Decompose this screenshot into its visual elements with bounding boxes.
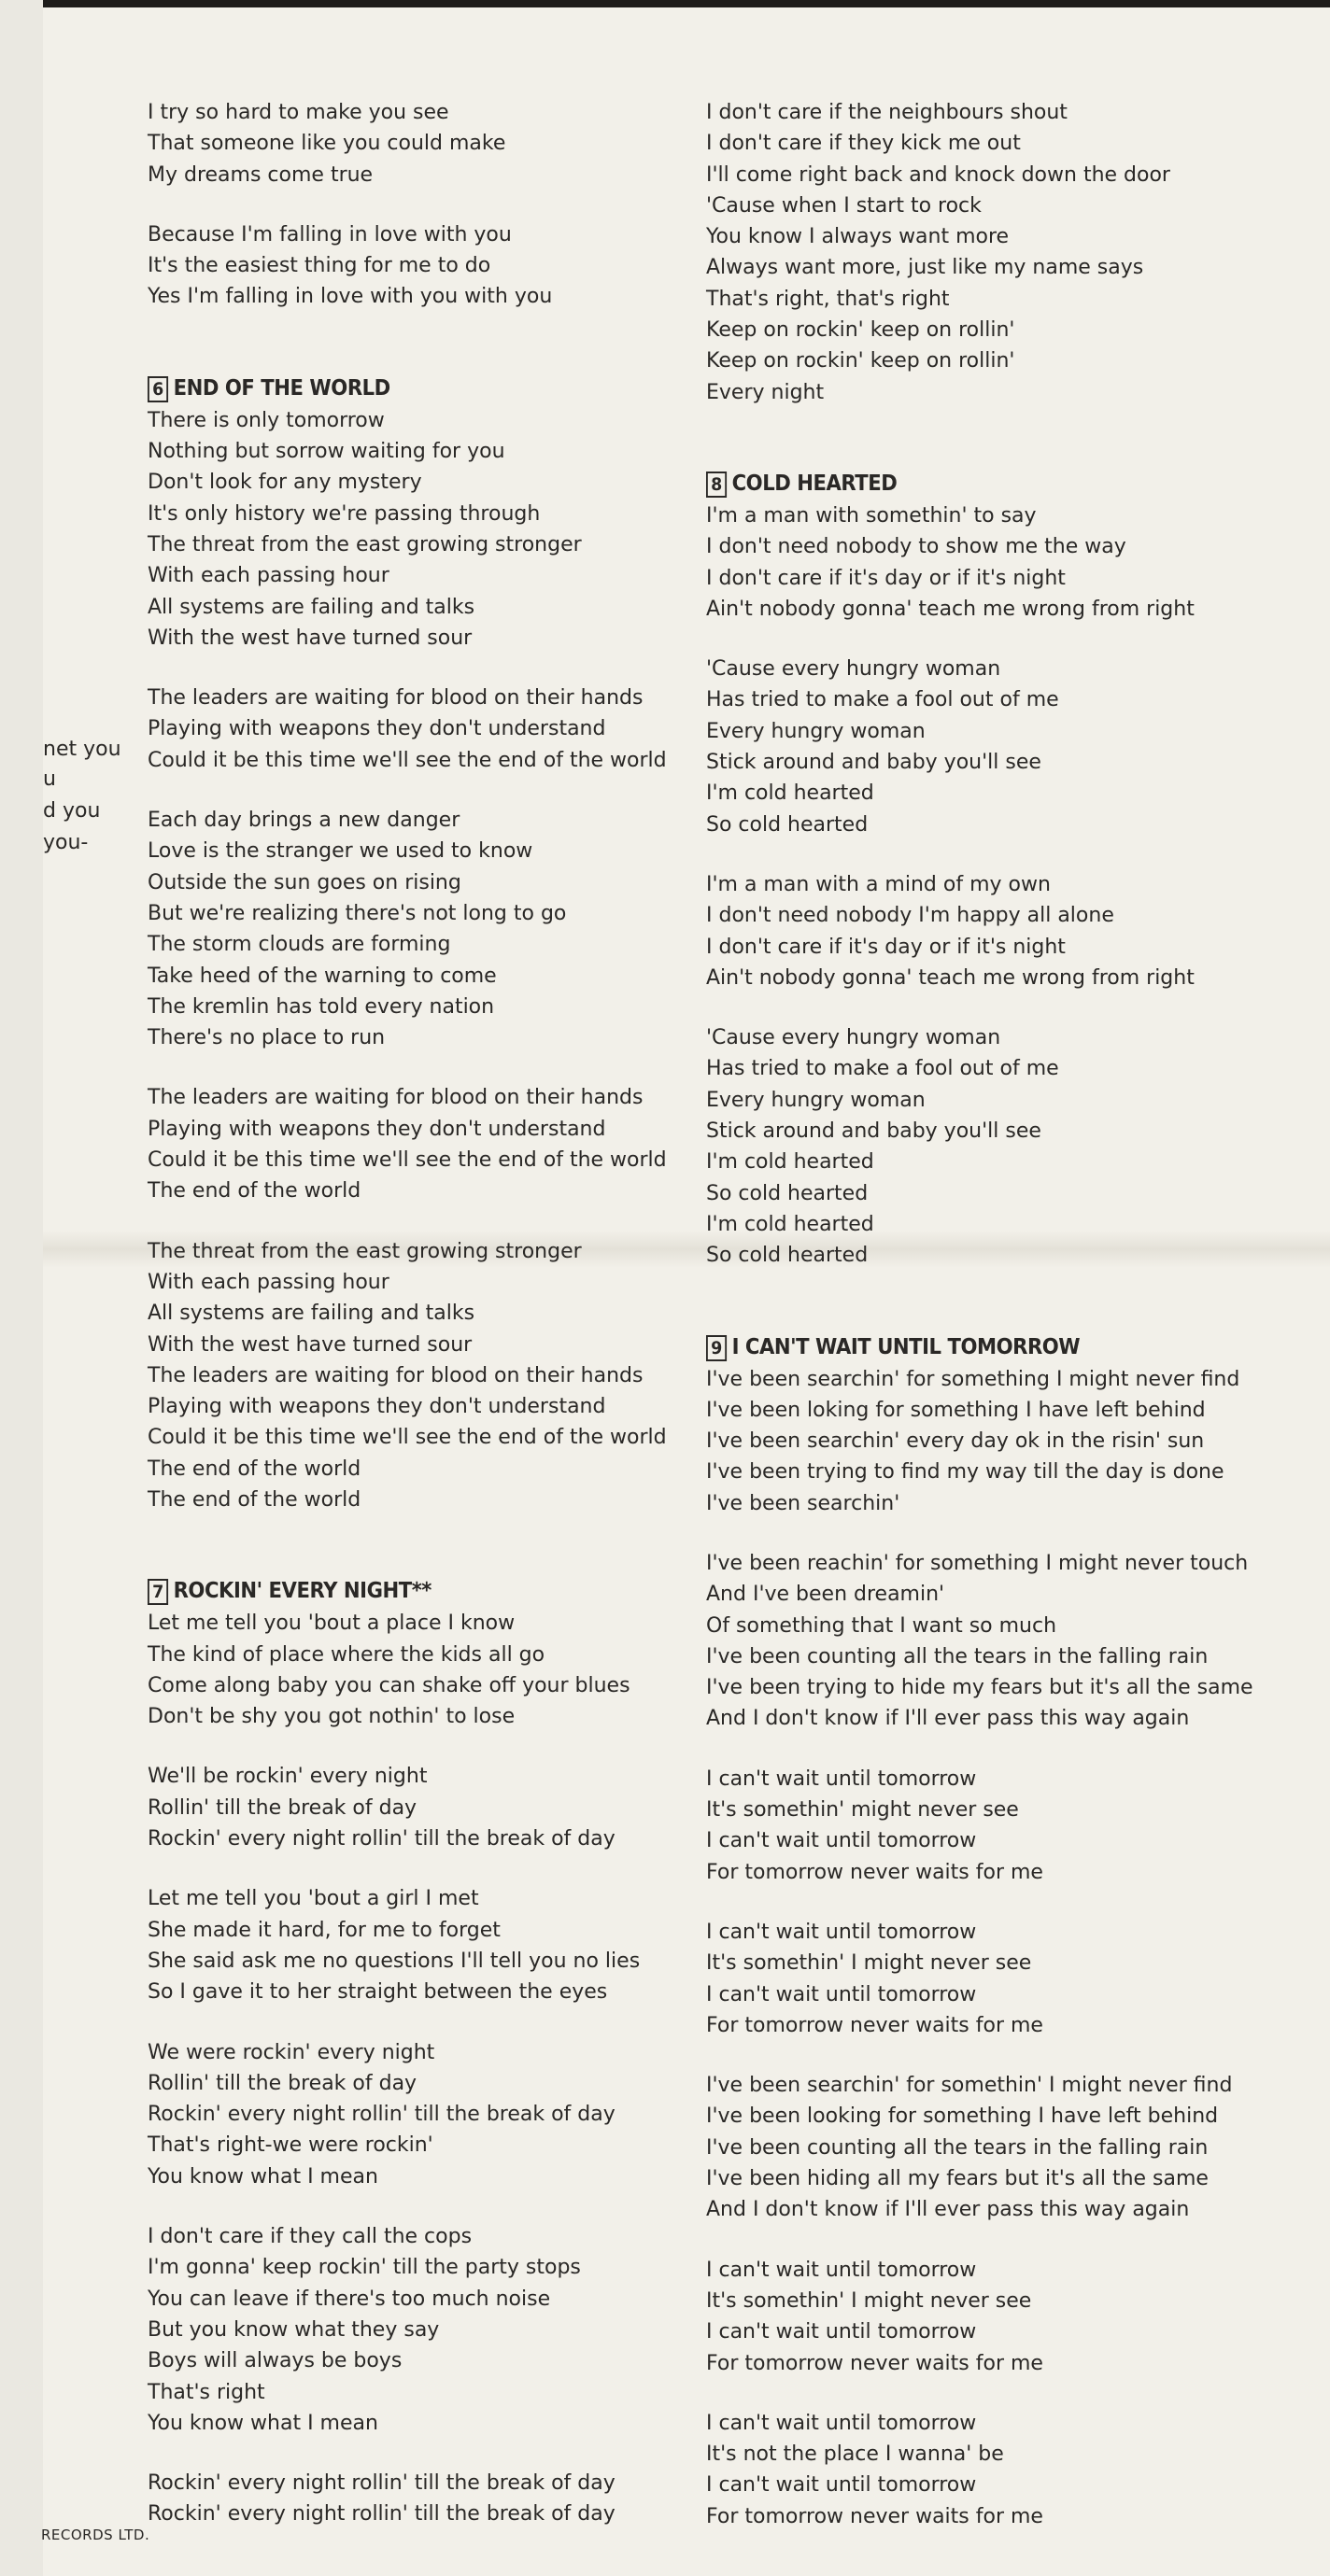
lyric-line: I don't care if they kick me out (706, 132, 1021, 156)
lyric-line: Let me tell you 'bout a place I know (148, 1612, 516, 1636)
lyric-line: For tomorrow never waits for me (706, 1860, 1043, 1884)
stanza-gap (706, 993, 1313, 1022)
lyric-line: The leaders are waiting for blood on their hands (148, 1086, 644, 1110)
lyric-line: The kremlin has told every nation (148, 994, 495, 1019)
lyric-line: For tomorrow never waits for me (706, 2013, 1043, 2037)
lyric-line: Of something that I want so much (706, 1613, 1057, 1638)
lyric-line: I've been reachin' for something I might never touch (706, 1551, 1249, 1575)
lyric-line: It's somethin' I might never see (706, 1951, 1032, 1976)
lyric-line: Could it be this time we'll see the end of the world (148, 748, 667, 772)
lyric-line: I'm a man with somethin' to say (706, 503, 1037, 528)
left-column (148, 97, 699, 2530)
lyric-line: Every hungry woman (706, 1088, 926, 1112)
lyric-line: That's right-we were rockin' (148, 2133, 433, 2158)
track-number: 7 (148, 1579, 168, 1605)
lyric-line: But you know what they say (148, 2317, 440, 2342)
lyric-line: So cold hearted (706, 1244, 869, 1268)
stanza-gap (706, 2226, 1313, 2255)
lyric-line: Playing with weapons they don't understand (148, 1395, 606, 1419)
lyric-line: Rockin' every night rollin' till the break of day (148, 2471, 615, 2496)
lyric-line: I've been looking for something I have left behind (706, 2104, 1219, 2129)
song-lyrics-9 (706, 1364, 1313, 2533)
lyric-line: Because I'm falling in love with you (148, 222, 512, 246)
lyric-line: Let me tell you 'bout a girl I met (148, 1887, 479, 1911)
lyric-line: We were rockin' every night (148, 2040, 435, 2064)
lyric-line: Could it be this time we'll see the end of the world (148, 1148, 667, 1173)
left-fragment: u (43, 767, 56, 791)
lyric-line: I've been hiding all my fears but it's all the same (706, 2167, 1209, 2191)
lyric-line: Rollin' till the break of day (148, 1795, 417, 1820)
lyric-line: So cold hearted (706, 812, 869, 837)
lyric-line: I don't care if the neighbours shout (706, 101, 1068, 124)
lyric-line: I try so hard to make you see (148, 101, 449, 124)
lyric-line: 'Cause every hungry woman (706, 657, 1001, 682)
lyric-line: Come along baby you can shake off your blues (148, 1673, 630, 1697)
lyric-line: The threat from the east growing stronger (148, 532, 582, 556)
stanza-gap (148, 1053, 699, 1082)
lyric-line: With the west have turned sour (148, 1332, 473, 1357)
song-lyrics-7 (148, 1608, 699, 2529)
left-fragment: d you (43, 799, 101, 823)
lyric-line: Boys will always be boys (148, 2349, 403, 2373)
song-title-8: 8 COLD HEARTED (706, 467, 1265, 500)
lyric-line: And I don't know if I'll ever pass this way again (706, 2198, 1190, 2222)
lyric-line: I don't care if it's day or if it's night (706, 566, 1066, 590)
lyric-line: Rockin' every night rollin' till the break of day (148, 2502, 615, 2527)
lyric-line: It's somethin' might never see (706, 1798, 1019, 1823)
lyric-line: Keep on rockin' keep on rollin' (706, 349, 1015, 373)
lyric-line: That someone like you could make (148, 132, 506, 156)
lyric-line: I can't wait until tomorrow (706, 1767, 977, 1791)
lyric-line: Stick around and baby you'll see (706, 751, 1041, 775)
lyric-line: And I don't know if I'll ever pass this way again (706, 1707, 1190, 1731)
lyric-line: Stick around and baby you'll see (706, 1119, 1041, 1144)
lyric-line: I don't care if they call the cops (148, 2225, 473, 2249)
lyric-line: I've been searchin' every day ok in the risin' sun (706, 1429, 1205, 1454)
stanza-gap (148, 1207, 699, 1236)
lyric-line: I can't wait until tomorrow (706, 1829, 977, 1853)
lyric-line: I'll come right back and knock down the door (706, 162, 1170, 187)
right-column (706, 97, 1313, 2532)
footer-credit: RECORDS LTD. (41, 2527, 150, 2543)
lyric-line: And I've been dreamin' (706, 1583, 945, 1607)
lyric-line: Playing with weapons they don't understand (148, 1117, 606, 1141)
stanza-gap (148, 1732, 699, 1761)
lyric-line: Playing with weapons they don't understand (148, 717, 606, 741)
lyric-line: There is only tomorrow (148, 408, 385, 432)
lyric-line: My dreams come true (148, 162, 374, 187)
lyric-line: 'Cause every hungry woman (706, 1026, 1001, 1050)
lyric-line: I can't wait until tomorrow (706, 2411, 977, 2435)
top-edge (0, 0, 1330, 7)
stanza-gap (706, 1888, 1313, 1917)
lyric-line: Love is the stranger we used to know (148, 839, 533, 864)
lyric-line: I can't wait until tomorrow (706, 1982, 977, 2006)
lyric-line: We'll be rockin' every night (148, 1765, 428, 1789)
left-fragment: you- (43, 831, 89, 854)
lyric-line: That's right (148, 2380, 265, 2404)
left-intro (148, 97, 699, 313)
lyric-line: I've been counting all the tears in the falling rain (706, 1644, 1209, 1668)
stanza-gap (706, 1735, 1313, 1764)
lyric-line: Every hungry woman (706, 719, 926, 743)
lyric-line: Each day brings a new danger (148, 809, 460, 833)
lyric-line: Yes I'm falling in love with you with you (148, 285, 553, 309)
lyric-line: I've been trying to hide my fears but it's all the same (706, 1676, 1253, 1700)
left-edge (0, 0, 43, 2576)
lyric-line: The kind of place where the kids all go (148, 1642, 545, 1667)
lyric-line: I'm cold hearted (706, 1212, 874, 1236)
lyric-line: Don't look for any mystery (148, 471, 422, 495)
lyric-line: 'Cause when I start to rock (706, 193, 982, 218)
right-intro (706, 97, 1313, 408)
lyric-line: Has tried to make a fool out of me (706, 1057, 1059, 1081)
stanza-gap (148, 654, 699, 683)
track-number: 8 (706, 472, 727, 498)
lyric-line: The end of the world (148, 1487, 361, 1512)
lyric-line: I've been searchin' (706, 1491, 900, 1515)
lyric-line: The end of the world (148, 1457, 361, 1481)
lyric-line: Could it be this time we'll see the end of the world (148, 1426, 667, 1450)
lyric-line: It's not the place I wanna' be (706, 2442, 1004, 2467)
lyric-line: I can't wait until tomorrow (706, 2473, 977, 2498)
lyric-line: The end of the world (148, 1179, 361, 1204)
song-title-7: 7 ROCKIN' EVERY NIGHT** (148, 1574, 655, 1608)
lyric-line: Rockin' every night rollin' till the break of day (148, 2103, 615, 2127)
lyric-line: Ain't nobody gonna' teach me wrong from right (706, 597, 1195, 621)
lyric-line: With the west have turned sour (148, 626, 473, 650)
song-lyrics-6 (148, 405, 699, 1516)
lyric-line: I don't need nobody to show me the way (706, 535, 1126, 559)
lyric-line: I'm cold hearted (706, 781, 874, 806)
lyric-line: For tomorrow never waits for me (706, 2504, 1043, 2528)
lyric-line: The storm clouds are forming (148, 933, 451, 957)
lyric-line: It's somethin' I might never see (706, 2288, 1032, 2313)
lyric-line: It's the easiest thing for me to do (148, 254, 491, 278)
song-lyrics-8 (706, 500, 1313, 1272)
lyric-line: I've been loking for something I have left behind (706, 1398, 1206, 1422)
lyric-line: The leaders are waiting for blood on their hands (148, 1363, 644, 1387)
lyric-line: The threat from the east growing stronger (148, 1239, 582, 1263)
lyric-line: I can't wait until tomorrow (706, 2258, 977, 2282)
lyric-line: That's right, that's right (706, 287, 950, 311)
song-title-6: 6 END OF THE WORLD (148, 372, 655, 405)
lyric-line: Has tried to make a fool out of me (706, 688, 1059, 712)
lyric-line: She made it hard, for me to forget (148, 1918, 501, 1942)
lyric-line: I can't wait until tomorrow (706, 2320, 977, 2344)
stanza-gap (148, 190, 699, 219)
stanza-gap (148, 2008, 699, 2037)
lyric-line: There's no place to run (148, 1026, 386, 1050)
lyric-line: Nothing but sorrow waiting for you (148, 440, 505, 464)
lyric-line: Outside the sun goes on rising (148, 870, 461, 894)
lyric-line: Take heed of the warning to come (148, 964, 497, 988)
stanza-gap (148, 2439, 699, 2468)
lyric-line: I've been searchin' for something I might never find (706, 1367, 1240, 1391)
lyric-line: But we're realizing there's not long to go (148, 901, 567, 925)
stanza-gap (706, 625, 1313, 654)
lyric-line: You can leave if there's too much noise (148, 2287, 551, 2311)
lyric-line: I've been trying to find my way till the day is done (706, 1460, 1224, 1485)
lyric-line: I'm a man with a mind of my own (706, 872, 1051, 896)
lyric-line: All systems are failing and talks (148, 595, 475, 619)
lyric-line: All systems are failing and talks (148, 1302, 475, 1326)
lyric-line: Every night (706, 380, 825, 404)
lyric-line: Don't be shy you got nothin' to lose (148, 1705, 516, 1729)
left-fragment: net you (43, 738, 121, 761)
lyric-line: I've been counting all the tears in the falling rain (706, 2135, 1209, 2160)
lyric-line: I've been searchin' for somethin' I might never find (706, 2074, 1233, 2098)
lyric-line: I can't wait until tomorrow (706, 1920, 977, 1944)
track-number: 6 (148, 376, 168, 402)
stanza-gap (706, 2041, 1313, 2070)
stanza-gap (706, 840, 1313, 869)
song-title-9: 9 I CAN'T WAIT UNTIL TOMORROW (706, 1330, 1265, 1364)
stanza-gap (148, 2192, 699, 2221)
lyric-line: With each passing hour (148, 564, 389, 588)
lyric-line: I'm cold hearted (706, 1150, 874, 1175)
lyric-line: Always want more, just like my name says (706, 256, 1144, 280)
lyric-line: You know I always want more (706, 225, 1010, 249)
lyric-line: You know what I mean (148, 2164, 378, 2189)
lyric-line: For tomorrow never waits for me (706, 2351, 1043, 2375)
lyric-line: Keep on rockin' keep on rollin' (706, 318, 1015, 343)
lyric-line: You know what I mean (148, 2411, 378, 2435)
lyric-line: I'm gonna' keep rockin' till the party stops (148, 2256, 581, 2280)
stanza-gap (706, 2379, 1313, 2408)
stanza-gap (706, 1519, 1313, 1548)
lyric-line: I don't need nobody I'm happy all alone (706, 904, 1114, 928)
lyric-line: It's only history we're passing through (148, 501, 541, 526)
stanza-gap (148, 776, 699, 805)
lyric-line: She said ask me no questions I'll tell you no lies (148, 1949, 641, 1973)
stanza-gap (148, 1854, 699, 1883)
lyric-line: With each passing hour (148, 1270, 389, 1294)
lyric-line: Ain't nobody gonna' teach me wrong from right (706, 965, 1195, 990)
lyric-line: Rockin' every night rollin' till the break of day (148, 1827, 615, 1851)
lyric-line: The leaders are waiting for blood on their hands (148, 686, 644, 711)
lyric-line: I don't care if it's day or if it's night (706, 935, 1066, 959)
track-number: 9 (706, 1335, 727, 1361)
lyric-line: So I gave it to her straight between the eyes (148, 1980, 608, 2005)
lyric-line: Rollin' till the break of day (148, 2071, 417, 2095)
lyric-line: So cold hearted (706, 1181, 869, 1205)
